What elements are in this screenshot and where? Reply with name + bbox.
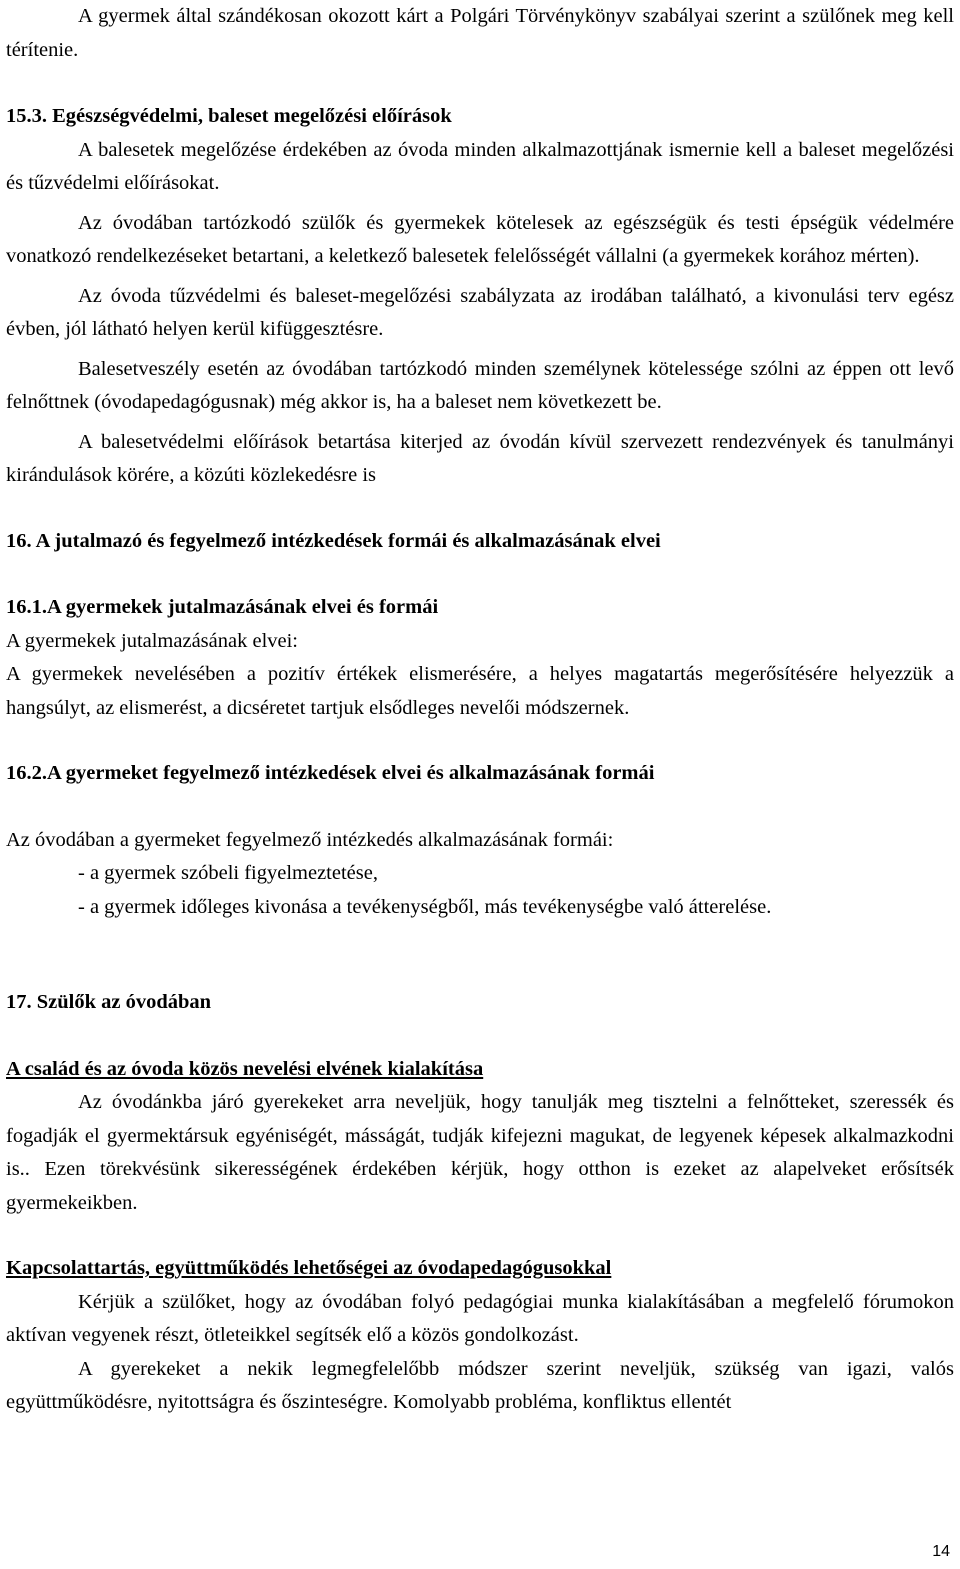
document-page bbox=[6, 0, 954, 1420]
paragraph-damage-compensation: A gyermek által szándékosan okozott kárt a Polgári Törvénykönyv szabályai szerint a szülőnek meg kell térítenie. bbox=[6, 5, 954, 61]
heading-17: 17. Szülők az óvodában bbox=[6, 991, 212, 1013]
heading-16-2: 16.2.A gyermeket fegyelmező intézkedések elvei és alkalmazásának formái bbox=[6, 762, 655, 784]
paragraph-parents-obligations: Az óvodában tartózkodó szülők és gyermekek kötelesek az egészségük és testi épségük védelmére vonatkozó rendelkezéseket betartani, a keletkező balesetek felelősségét vállalni (a gyermekek korához mérten). bbox=[6, 211, 954, 267]
paragraph-shared-education: Az óvodánkba járó gyerekeket arra neveljük, hogy tanulják meg tisztelni a felnőtteket, szeressék és fogadják el gyermektársuk egyéniségét, másságát, tudják kifejezni magukat, de legyenek képesek alkalmazkodni is.. Ezen törekvésünk sikerességének érdekében kérjük, hogy otthon is ezeket az alapelveket erősítsék gyermekeikben. bbox=[6, 1091, 954, 1214]
paragraph-reward-principles: A gyermekek nevelésében a pozitív értékek elismerésére, a helyes magatartás megerősítésére helyezzük a hangsúlyt, az elismerést, a dicséretet tartjuk elsődleges nevelői módszernek. bbox=[6, 663, 954, 719]
list-item: - a gyermek időleges kivonása a tevékenységből, más tevékenységbe való átterelése. bbox=[78, 895, 772, 918]
heading-17-family-kindergarten: A család és az óvoda közös nevelési elvének kialakítása bbox=[6, 1057, 484, 1080]
heading-15-3: 15.3. Egészségvédelmi, baleset megelőzési előírások bbox=[6, 105, 452, 127]
discipline-forms-list bbox=[6, 857, 954, 924]
paragraph-fire-safety-rules: Az óvoda tűzvédelmi és baleset-megelőzési szabályzata az irodában található, a kivonulási terv egész évben, jól látható helyen kerül kifüggesztésre. bbox=[6, 284, 954, 340]
list-item: - a gyermek szóbeli figyelmeztetése, bbox=[78, 862, 378, 884]
paragraph-danger-reporting: Balesetveszély esetén az óvodában tartózkodó minden személynek kötelessége szólni az éppen ott levő felnőttnek (óvodapedagógusnak) még akkor is, ha a baleset nem következett be. bbox=[6, 357, 954, 413]
paragraph-accident-prevention: A balesetek megelőzése érdekében az óvoda minden alkalmazottjának ismernie kell a baleset megelőzési és tűzvédelmi előírásokat. bbox=[6, 138, 954, 194]
paragraph-reward-principles-label: A gyermekek jutalmazásának elvei: bbox=[6, 629, 299, 652]
paragraph-cooperation-openness: A gyerekeket a nekik legmegfelelőbb módszer szerint neveljük, szükség van igazi, valós együttműködésre, nyitottságra és őszinteségre. Komolyabb probléma, konfliktus ellentét bbox=[6, 1357, 954, 1413]
paragraph-parent-participation: Kérjük a szülőket, hogy az óvodában folyó pedagógiai munka kialakításában a megfelelő fórumokon aktívan vegyenek részt, ötleteikkel segítsék elő a közös gondolkozást. bbox=[6, 1290, 954, 1346]
heading-16-1: 16.1.A gyermekek jutalmazásának elvei és formái bbox=[6, 596, 439, 618]
paragraph-external-events: A balesetvédelmi előírások betartása kiterjed az óvodán kívül szervezett rendezvények és tanulmányi kirándulások körére, a közúti közlekedésre is bbox=[6, 430, 954, 486]
paragraph-discipline-forms-label: Az óvodában a gyermeket fegyelmező intézkedés alkalmazásának formái: bbox=[6, 828, 614, 851]
page-number: 14 bbox=[932, 1543, 950, 1560]
heading-17-cooperation: Kapcsolattartás, együttműködés lehetőségei az óvodapedagógusokkal bbox=[6, 1257, 612, 1279]
heading-16: 16. A jutalmazó és fegyelmező intézkedések formái és alkalmazásának elvei bbox=[6, 529, 661, 552]
